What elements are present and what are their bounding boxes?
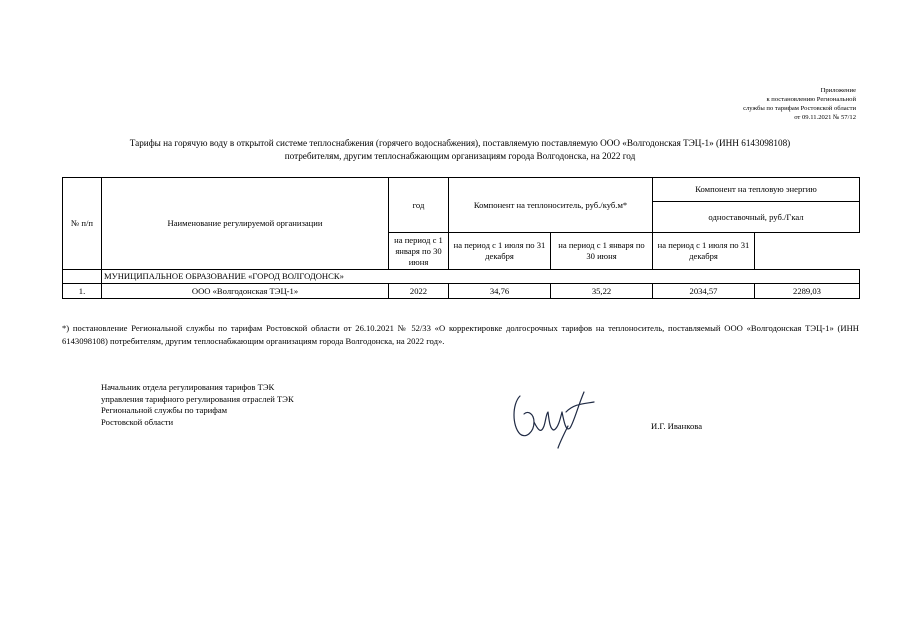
appendix-block	[743, 86, 856, 122]
title-line-1: Тарифы на горячую воду в открытой системе теплоснабжения (горячего водоснабжения), поставляемую поставляемую ООО «Волгодонская ТЭЦ-1» (ИНН 6143098108)	[129, 138, 791, 148]
signer-line: Ростовской области	[101, 416, 174, 427]
document-title	[60, 137, 860, 162]
section-row	[63, 270, 860, 284]
appendix-line: от 09.11.2021 № 57/12	[794, 114, 856, 121]
footnote: *) постановление Региональной службы по тарифам Ростовской области от 26.10.2021 № 52/33 «О корректировке долгосрочных тарифов на теплоноситель, поставляемый ООО «Волгодонская ТЭЦ-1» (ИНН 6143098108) потребителям, другим теплоснабжающим организациям города Волгодонска, на 2022 год».	[62, 323, 859, 346]
row-year: 2022	[389, 284, 449, 299]
section-title: МУНИЦИПАЛЬНОЕ ОБРАЗОВАНИЕ «ГОРОД ВОЛГОДОНСК»	[102, 270, 860, 284]
row-org: ООО «Волгодонская ТЭЦ-1»	[102, 284, 389, 299]
header-period-3: на период с 1 января по 30 июня	[551, 233, 653, 270]
header-year: год	[389, 178, 449, 233]
signer-line: Региональной службы по тарифам	[101, 405, 228, 415]
header-num: № п/п	[63, 178, 102, 270]
header-period-1: на период с 1 января по 30 июня	[389, 233, 449, 270]
header-single-rate: одноставочный, руб./Гкал	[653, 202, 860, 233]
row-value-2: 35,22	[551, 284, 653, 299]
signer-line: Начальник отдела регулирования тарифов ТЭК	[101, 382, 275, 392]
signer-name: И.Г. Иванкова	[651, 421, 703, 431]
row-value-3: 2034,57	[653, 284, 755, 299]
title-line-2: потребителям, другим теплоснабжающим организациям города Волгодонска, на 2022 год	[284, 150, 636, 161]
row-value-4: 2289,03	[755, 284, 860, 299]
header-thermal-component: Компонент на тепловую энергию	[653, 178, 860, 202]
appendix-line: Приложение	[820, 87, 856, 94]
header-carrier-component: Компонент на теплоноситель, руб./куб.м*	[449, 178, 653, 233]
appendix-line: к постановлению Региональной	[766, 96, 856, 103]
section-num-cell	[63, 270, 102, 284]
header-period-4: на период с 1 июля по 31 декабря	[653, 233, 755, 270]
header-period-2: на период с 1 июля по 31 декабря	[449, 233, 551, 270]
header-org: Наименование регулируемой организации	[102, 178, 389, 270]
signer-block	[101, 382, 294, 428]
signer-line: управления тарифного регулирования отраслей ТЭК	[101, 393, 294, 404]
row-num: 1.	[63, 284, 102, 299]
handwritten-signature	[508, 382, 598, 450]
table-row	[63, 284, 860, 299]
row-value-1: 34,76	[449, 284, 551, 299]
appendix-line: службы по тарифам Ростовской области	[743, 105, 856, 112]
tariff-table	[62, 177, 860, 299]
